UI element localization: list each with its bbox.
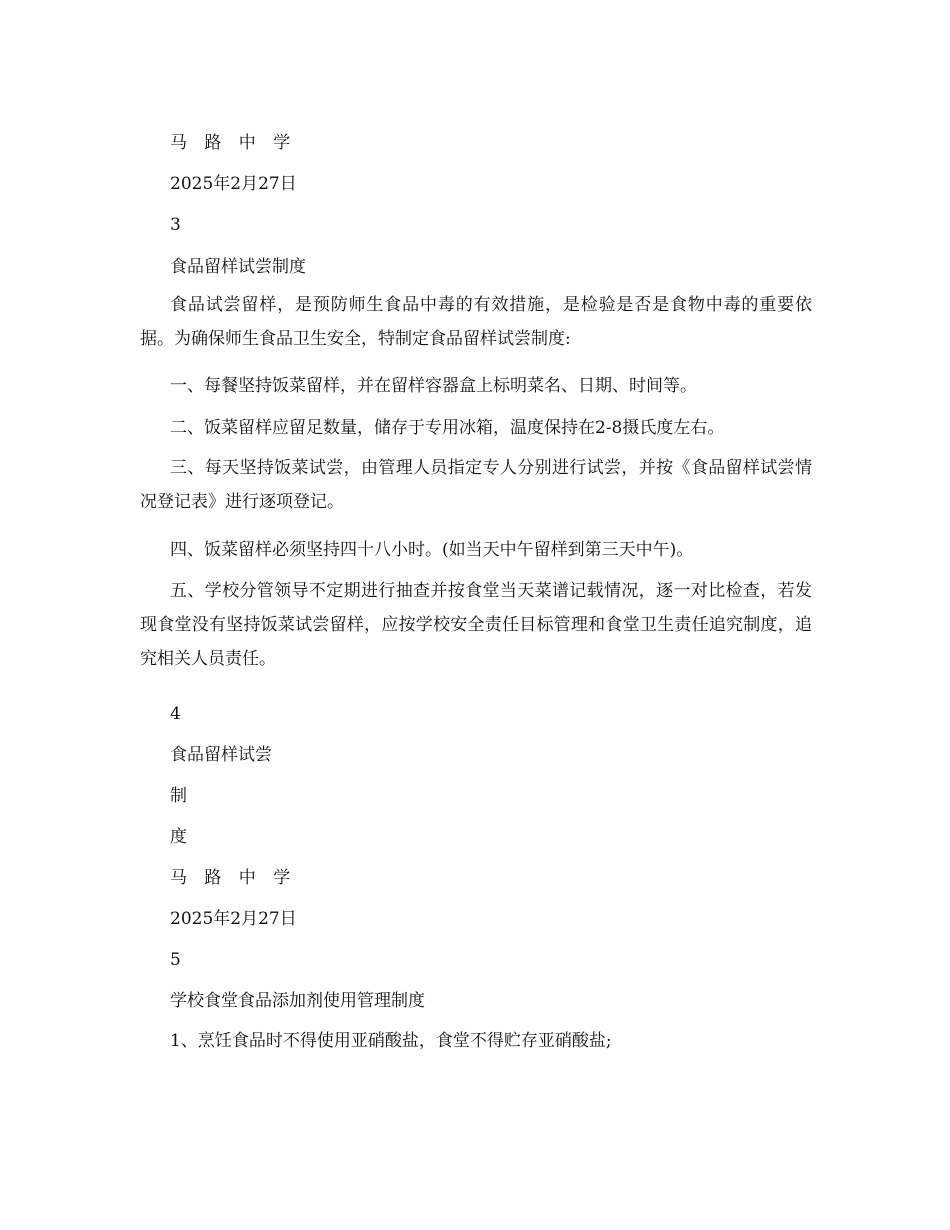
section-title: 学校食堂食品添加剂使用管理制度 bbox=[170, 991, 425, 1011]
section-title: 食品留样试尝制度 bbox=[170, 257, 306, 277]
school-name: 马 路 中 学 bbox=[170, 133, 297, 153]
section-title-part: 制 bbox=[170, 786, 187, 806]
rule-item-1: 一、每餐坚持饭菜留样，并在留样容器盒上标明菜名、日期、时间等。 bbox=[170, 376, 697, 396]
section-title-part: 度 bbox=[170, 827, 187, 847]
section-number: 4 bbox=[170, 704, 181, 724]
rule-item-4: 四、饭菜留样必须坚持四十八小时。(如当天中午留样到第三天中午)。 bbox=[170, 540, 694, 560]
section-number: 3 bbox=[170, 215, 181, 235]
rule-item-2: 二、饭菜留样应留足数量，储存于专用冰箱，温度保持在2-8摄氏度左右。 bbox=[170, 418, 725, 438]
section-title-part: 食品留样试尝 bbox=[170, 745, 272, 765]
rule-item: 1、烹饪食品时不得使用亚硝酸盐，食堂不得贮存亚硝酸盐; bbox=[170, 1031, 612, 1051]
rule-item-5: 五、学校分管领导不定期进行抽查并按食堂当天菜谱记载情况，逐一对比检查，若发现食堂没有坚持饭菜试尝留样，应按学校安全责任目标管理和食堂卫生责任追究制度，追究相关人员责任。 bbox=[140, 581, 812, 669]
section-number: 5 bbox=[170, 950, 181, 970]
date-line: 2025年2月27日 bbox=[170, 174, 297, 194]
school-name: 马 路 中 学 bbox=[170, 868, 297, 888]
body-paragraph-intro: 食品试尝留样，是预防师生食品中毒的有效措施，是检验是否是食物中毒的重要依据。为确保师生食品卫生安全，特制定食品留样试尝制度: bbox=[140, 295, 812, 349]
rule-item-3: 三、每天坚持饭菜试尝，由管理人员指定专人分别进行试尝，并按《食品留样试尝情况登记表》进行逐项登记。 bbox=[140, 458, 812, 512]
date-line: 2025年2月27日 bbox=[170, 909, 297, 929]
